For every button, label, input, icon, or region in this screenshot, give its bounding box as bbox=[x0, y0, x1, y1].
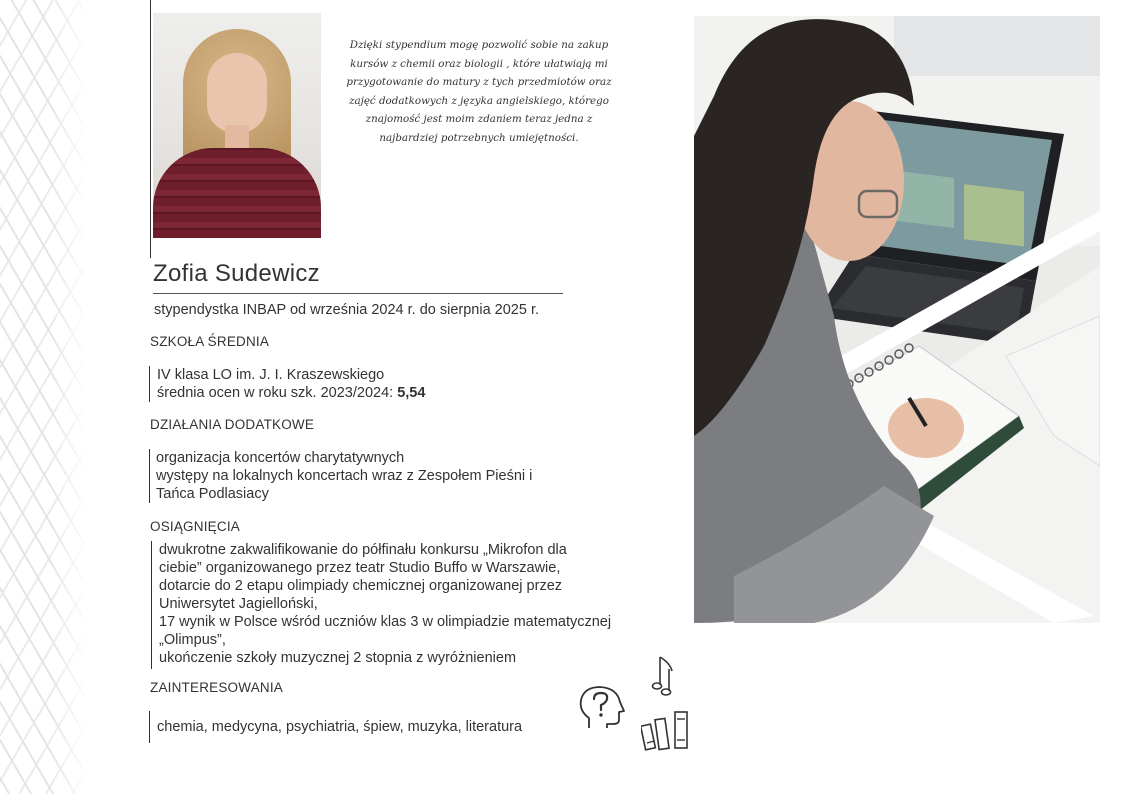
achievement-line: ciebie” organizowanego przez teatr Studio Buffo w Warszawie, bbox=[159, 560, 561, 576]
divider-line bbox=[150, 0, 151, 258]
average-label: średnia ocen w roku szk. 2023/2024: bbox=[157, 385, 394, 401]
achievement-line: 17 wynik w Polsce wśród uczniów klas 3 w olimpiadzie matematycznej bbox=[159, 614, 612, 630]
section-title-school: SZKOŁA ŚREDNIA bbox=[150, 334, 270, 349]
books-icon bbox=[641, 709, 693, 751]
achievements-block bbox=[159, 541, 611, 667]
decorative-leaf-pattern bbox=[0, 0, 84, 794]
scholarship-info: stypendystka INBAP od września 2024 r. do sierpnia 2025 r. bbox=[154, 302, 540, 318]
quote-text: Dzięki stypendium mogę pozwolić sobie na zakup kursów z chemii oraz biologii , które ułatwiają mi przygotowanie do matury z tych przedmiotów oraz zajęć dodatkowych z języka angielskiego, którego znajomość jest moim zdaniem teraz jedna z najbardziej potrzebnych umiejętności. bbox=[346, 39, 612, 144]
school-average bbox=[157, 384, 425, 402]
achievement-line: „Olimpus”, bbox=[159, 632, 226, 648]
achievement-line: ukończenie szkoły muzycznej 2 stopnia z wyróżnieniem bbox=[159, 650, 517, 666]
interests-text: chemia, medycyna, psychiatria, śpiew, muzyka, literatura bbox=[157, 719, 523, 735]
section-bar bbox=[149, 711, 150, 743]
portrait-photo bbox=[153, 13, 321, 238]
activities-block bbox=[156, 449, 532, 503]
section-title-achievements: OSIĄGNIĘCIA bbox=[150, 519, 240, 534]
activity-line: Tańca Podlasiacy bbox=[156, 486, 269, 502]
activity-line: organizacja koncertów charytatywnych bbox=[156, 450, 405, 466]
section-bar bbox=[149, 366, 150, 402]
school-block bbox=[157, 366, 425, 402]
section-bar bbox=[151, 541, 152, 669]
achievement-line: dotarcie do 2 etapu olimpiady chemicznej organizowanej przez bbox=[159, 578, 563, 594]
name-underline bbox=[153, 293, 563, 294]
achievement-line: Uniwersytet Jagielloński, bbox=[159, 596, 318, 612]
section-title-interests: ZAINTERESOWANIA bbox=[150, 680, 284, 695]
student-at-desk-photo bbox=[694, 16, 1100, 623]
section-bar bbox=[149, 449, 150, 503]
question-head-icon bbox=[575, 684, 627, 732]
achievement-line: dwukrotne zakwalifikowanie do półfinału konkursu „Mikrofon dla bbox=[159, 542, 567, 558]
average-value: 5,54 bbox=[397, 385, 426, 401]
activity-line: występy na lokalnych koncertach wraz z Zespołem Pieśni i bbox=[156, 468, 533, 484]
student-name: Zofia Sudewicz bbox=[153, 260, 320, 287]
section-title-activities: DZIAŁANIA DODATKOWE bbox=[150, 417, 315, 432]
music-note-icon bbox=[650, 651, 682, 697]
school-class: IV klasa LO im. J. I. Kraszewskiego bbox=[157, 367, 385, 383]
